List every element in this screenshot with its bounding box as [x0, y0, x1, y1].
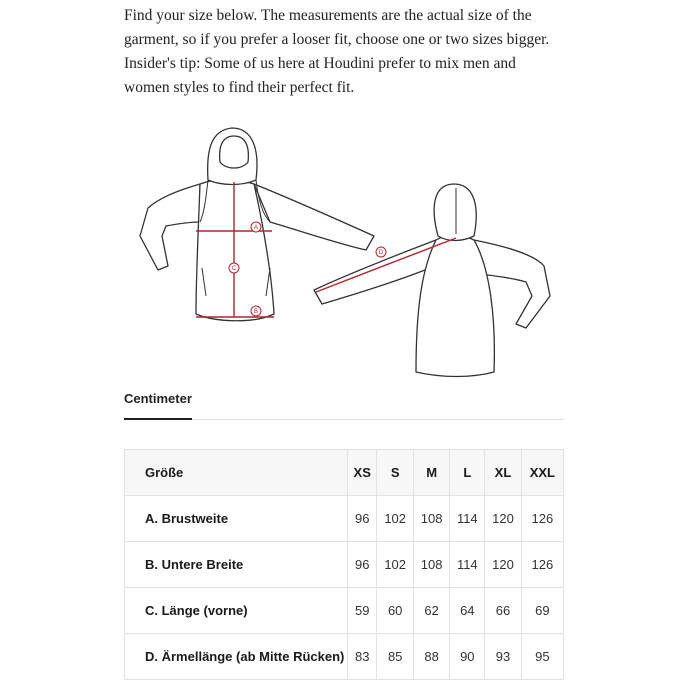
label-a: A: [253, 225, 259, 231]
table-cell: 60: [377, 588, 413, 634]
table-cell: 66: [485, 588, 521, 634]
table-cell: 96: [348, 496, 377, 542]
table-row: [125, 496, 564, 542]
table-cell: 59: [348, 588, 377, 634]
table-cell: 83: [348, 634, 377, 680]
size-header-xs: XS: [348, 450, 377, 496]
table-cell: 102: [377, 496, 413, 542]
row-label: D. Ärmellänge (ab Mitte Rücken): [125, 634, 348, 680]
table-cell: 120: [485, 496, 521, 542]
table-cell: 69: [521, 588, 563, 634]
table-cell: 64: [450, 588, 485, 634]
size-header-m: M: [413, 450, 449, 496]
jacket-back-illustration: [314, 184, 550, 377]
tab-centimeter[interactable]: Centimeter: [124, 386, 192, 420]
size-header-l: L: [450, 450, 485, 496]
size-header-xl: XL: [485, 450, 521, 496]
table-cell: 126: [521, 496, 563, 542]
row-label: B. Untere Breite: [125, 542, 348, 588]
size-header-label: Größe: [125, 450, 348, 496]
table-cell: 90: [450, 634, 485, 680]
table-cell: 95: [521, 634, 563, 680]
table-cell: 108: [413, 496, 449, 542]
table-row: [125, 634, 564, 680]
label-d: D: [378, 250, 384, 256]
row-label: C. Länge (vorne): [125, 588, 348, 634]
intro-text: Find your size below. The measurements are the actual size of the garment, so if you prefer a looser fit, choose one or two sizes bigger. Insider's tip: Some of us here at Houdini prefer to mix men and women styles to find their perfect fit.: [124, 7, 550, 96]
table-cell: 114: [450, 496, 485, 542]
label-b: B: [253, 309, 259, 315]
table-cell: 96: [348, 542, 377, 588]
unit-tabs: [124, 386, 564, 420]
table-cell: 108: [413, 542, 449, 588]
table-cell: 114: [450, 542, 485, 588]
table-cell: 93: [485, 634, 521, 680]
size-header-xxl: XXL: [521, 450, 563, 496]
table-cell: 62: [413, 588, 449, 634]
table-header-row: [125, 450, 564, 496]
table-cell: 126: [521, 542, 563, 588]
label-c: C: [231, 266, 237, 272]
table-cell: 88: [413, 634, 449, 680]
row-label: A. Brustweite: [125, 496, 348, 542]
table-row: [125, 542, 564, 588]
size-table: [124, 449, 564, 680]
table-row: [125, 588, 564, 634]
table-cell: 120: [485, 542, 521, 588]
table-cell: 102: [377, 542, 413, 588]
garment-measurement-diagram: [124, 118, 564, 386]
size-header-s: S: [377, 450, 413, 496]
table-cell: 85: [377, 634, 413, 680]
